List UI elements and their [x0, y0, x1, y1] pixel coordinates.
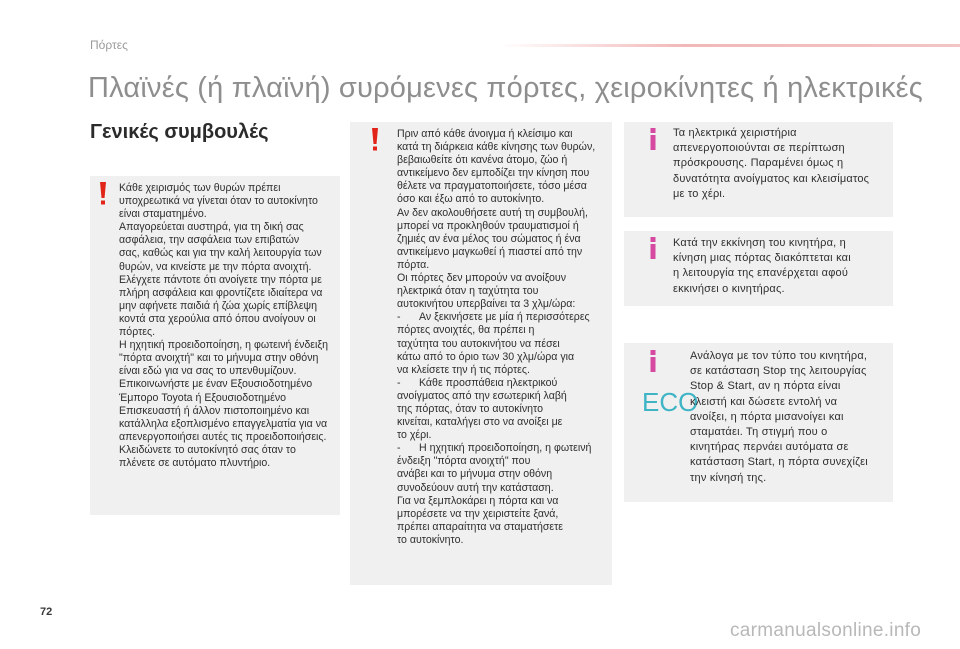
list-text: ανοίγματος από την εσωτερική λαβή: [397, 389, 567, 402]
stop-start-text: [690, 349, 892, 486]
info-icon: [649, 350, 657, 372]
watermark: carmanualsonline.info: [730, 620, 922, 641]
list-text: ένδειξη "πόρτα ανοιχτή" που: [397, 455, 531, 468]
list-text: μπορέσετε να την χειριστείτε ξανά,: [397, 507, 559, 520]
text-line: είναι εδώ για να σας το υπενθυμίζουν.: [119, 365, 297, 378]
text-line: Stop & Start, αν η πόρτα είναι: [690, 380, 841, 393]
text-line: δυνατότητα ανοίγματος και κλεισίματος: [673, 172, 870, 185]
text-line: [397, 324, 611, 337]
text-line: η λειτουργία της επανέρχεται αφού: [673, 267, 849, 280]
text-line: είναι σταματημένο.: [119, 208, 207, 221]
text-line: σταματάει. Τη στιγμή που ο: [690, 426, 828, 439]
text-line: [397, 402, 611, 416]
text-line: Πριν από κάθε άνοιγμα ή κλείσιμο και: [397, 128, 573, 140]
list-text: Κάθε προσπάθεια ηλεκτρικού: [419, 376, 558, 389]
list-text: το αυτοκίνητο.: [397, 533, 464, 546]
text-line: Ανάλογα με τον τύπο του κινητήρα,: [690, 350, 868, 362]
text-line: σας, καθώς και για την καλή λειτουργία των: [119, 247, 322, 260]
list-item: [397, 442, 611, 547]
text-line: κοντά στα χερούλια από όπου ανοίγουν οι: [119, 312, 316, 325]
list-text: κάτω από το όριο των 30 χλμ/ώρα για: [397, 350, 575, 363]
header-accent-bar: [500, 44, 960, 47]
text-line: Απαγορεύεται αυστηρά, για τη δική σας: [119, 221, 304, 234]
list-text: ταχύτητα του αυτοκινήτου να πέσει: [397, 337, 560, 350]
list-text: συνοδεύουν αυτή την κατάσταση.: [397, 481, 554, 494]
warning-icon: [370, 128, 380, 152]
text-line: πλένετε σε αυτόματο πλυντήριο.: [119, 456, 271, 469]
section-heading: Γενικές συμβουλές: [90, 121, 269, 143]
text-line: κλειστή και δώσετε εντολή να: [690, 395, 838, 408]
text-line: πόρτες.: [119, 326, 156, 339]
text-line: "πόρτα ανοιχτή" και το μήνυμα στην οθόνη: [119, 352, 319, 365]
text-line: την κίνησή της.: [690, 471, 767, 484]
text-line: πλήρη ασφάλεια και φροντίζετε ιδιαίτερα να: [119, 286, 323, 299]
list-text: πόρτες ανοιχτές, θα πρέπει η: [397, 324, 535, 337]
info-icon: [649, 237, 657, 259]
engine-start-text: [673, 236, 891, 297]
text-line: πρόσκρουσης. Παραμένει όμως η: [673, 157, 844, 170]
text-line: Κατά την εκκίνηση του κινητήρα, η: [673, 237, 846, 249]
text-line: [397, 494, 611, 508]
text-line: πόρτα.: [397, 258, 430, 271]
text-line: μπορεί να προκληθούν τραυματισμοί ή: [397, 219, 579, 232]
text-line: Ελέγχετε πάντοτε ότι ανοίγετε την πόρτα με: [119, 273, 322, 286]
text-line: σε κατάσταση Stop της λειτουργίας: [690, 365, 867, 378]
text-line: [397, 442, 611, 455]
text-line: Κλειδώνετε το αυτοκίνητό σας όταν το: [119, 443, 296, 456]
list-text: της πόρτας, όταν το αυτοκίνητο: [397, 402, 543, 415]
page-title: Πλαϊνές (ή πλαϊνή) συρόμενες πόρτες, χειροκίνητες ή ηλεκτρικές: [88, 72, 923, 104]
list-text: ανάβει και το μήνυμα στην οθόνη: [397, 468, 553, 481]
text-line: υποχρεωτικά να γίνεται όταν το αυτοκίνητο: [119, 195, 318, 208]
text-line: Τα ηλεκτρικά χειριστήρια: [673, 127, 797, 139]
text-line: ασφάλεια, την ασφάλεια των επιβατών: [119, 234, 300, 247]
list-dash: -: [397, 442, 401, 455]
text-line: κατάσταση Start, η πόρτα συνεχίζει: [690, 456, 868, 469]
text-line: απενεργοποιούνται σε περίπτωση: [673, 142, 845, 155]
text-line: [397, 350, 611, 364]
header-section-label: Πόρτες: [90, 38, 128, 52]
text-line: κινητήρας περνάει αυτόματα σε: [690, 441, 849, 454]
list-dash: -: [397, 311, 401, 324]
text-line: όσο και έξω από το αυτοκίνητο.: [397, 193, 545, 206]
text-line: [397, 389, 611, 403]
text-line: ηλεκτρικά όταν η ταχύτητα του: [397, 285, 539, 298]
list-text: κινείται, καταλήγει στο να ανοίξει με: [397, 416, 563, 429]
text-line: κίνηση μιας πόρτας διακόπτεται και: [673, 252, 851, 265]
electric-controls-text: [673, 126, 891, 202]
list-dash: -: [397, 376, 401, 389]
text-line: Οι πόρτες δεν μπορούν να ανοίξουν: [397, 272, 567, 285]
list-item: [397, 311, 611, 376]
text-line: αντικείμενο μαγκωθεί ή πιαστεί από την: [397, 245, 583, 258]
text-line: κατάλληλα εξοπλισμένο επαγγελματία για να: [119, 417, 328, 430]
text-line: [397, 416, 611, 429]
text-line: βεβαιωθείτε ότι κανένα άτομο, ζώο ή: [397, 154, 568, 167]
text-line: [397, 337, 611, 351]
text-line: [397, 481, 611, 495]
text-line: αντικείμενο δεν εμποδίζει την κίνηση που: [397, 167, 590, 180]
text-line: θέλετε να πραγματοποιήσετε, τόσο μέσα: [397, 180, 587, 193]
text-line: [397, 429, 611, 442]
list-item: [397, 377, 611, 442]
text-line: [397, 376, 611, 390]
text-line: εκκινήσει ο κινητήρας.: [673, 282, 785, 295]
text-line: [397, 520, 611, 534]
door-movement-text: [397, 128, 611, 547]
list-text: Για να ξεμπλοκάρει η πόρτα και να: [397, 494, 559, 507]
text-line: με το χέρι.: [673, 187, 726, 200]
text-line: Η ηχητική προειδοποίηση, η φωτεινή ένδειξη: [119, 339, 329, 352]
text-line: Αν δεν ακολουθήσετε αυτή τη συμβουλή,: [397, 206, 588, 219]
list-text: πρέπει απαραίτητα να σταματήσετε: [397, 520, 564, 533]
text-line: απενεργοποιήσει αυτές τις προειδοποιήσεις.: [119, 430, 327, 443]
text-line: Έμπορο Toyota ή Εξουσιοδοτημένο: [119, 391, 287, 404]
list-text: να κλείσετε την ή τις πόρτες.: [397, 363, 530, 376]
list-text: Αν ξεκινήσετε με μία ή περισσότερες: [419, 311, 590, 324]
text-line: [397, 311, 611, 324]
text-line: ζημιές αν ένα μέλος του σώματος ή ένα: [397, 232, 581, 245]
text-line: κατά τη διάρκεια κάθε κίνησης των θυρών,: [397, 141, 596, 154]
text-line: [397, 507, 611, 521]
eco-label: ECO: [642, 387, 699, 417]
text-line: Επισκευαστή ή άλλον πιστοποιημένο και: [119, 404, 310, 417]
warning-icon: [98, 182, 108, 206]
text-line: [397, 533, 611, 547]
text-line: [397, 468, 611, 481]
page-number: 72: [40, 606, 53, 618]
text-line: θυρών, να κινείστε με την πόρτα ανοιχτή.: [119, 260, 312, 273]
list-text: Η ηχητική προειδοποίηση, η φωτεινή: [419, 442, 592, 455]
text-line: μην αφήνετε παιδιά ή ζώα χωρίς επίβλεψη: [119, 299, 318, 312]
text-line: αυτοκινήτου υπερβαίνει τα 3 χλμ/ώρα:: [397, 298, 576, 311]
text-line: [397, 363, 611, 377]
info-icon: [649, 128, 657, 150]
text-line: Επικοινωνήστε με έναν Εξουσιοδοτημένο: [119, 378, 313, 391]
list-text: το χέρι.: [397, 429, 432, 442]
text-line: [397, 455, 611, 468]
text-line: Κάθε χειρισμός των θυρών πρέπει: [119, 182, 281, 194]
text-line: ανοίξει, η πόρτα μισανοίγει και: [690, 410, 844, 423]
general-advice-text: [119, 182, 341, 470]
